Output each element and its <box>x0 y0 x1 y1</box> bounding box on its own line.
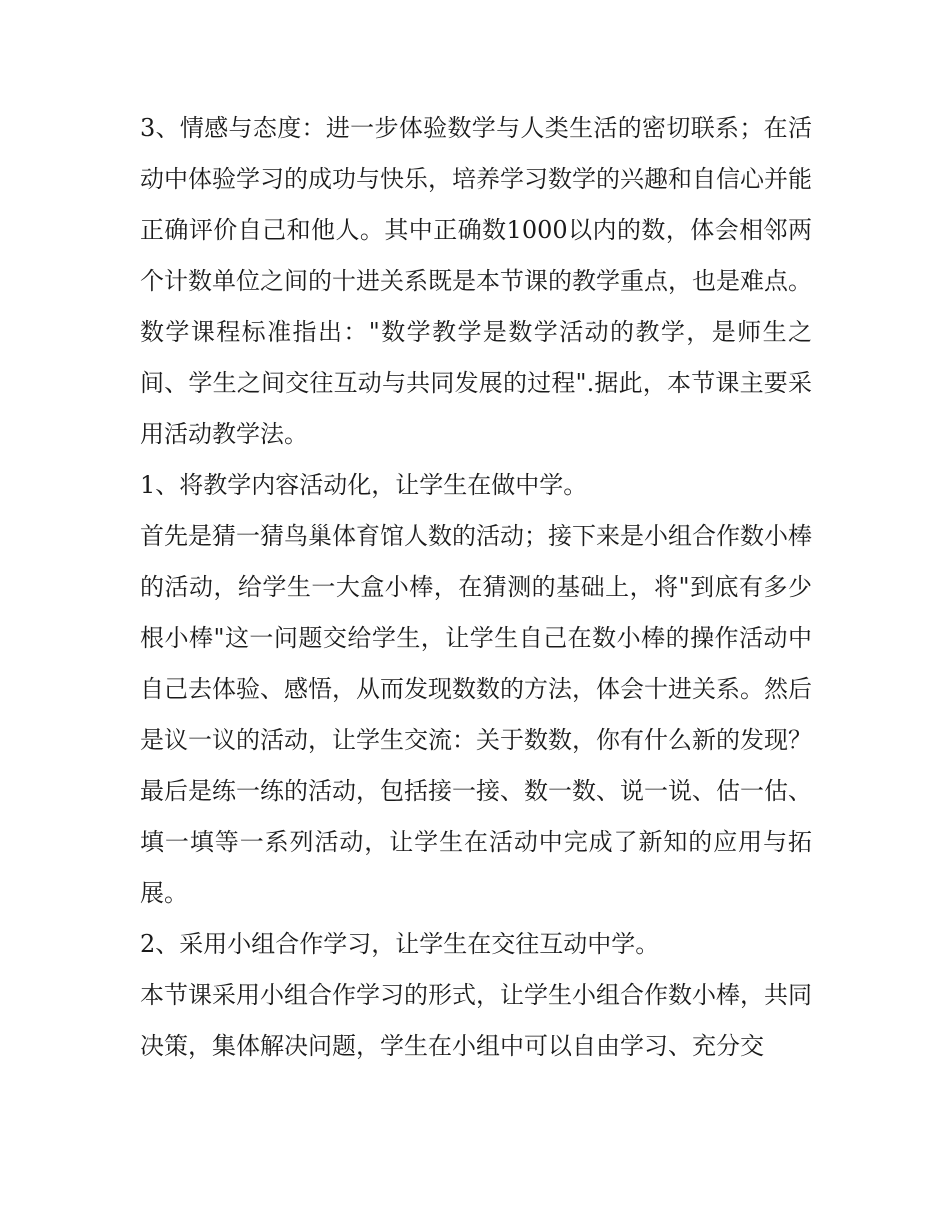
paragraph-affect-attitude: 3、情感与态度：进一步体验数学与人类生活的密切联系；在活动中体验学习的成功与快乐，培养学习数学的兴趣和自信心并能正确评价自己和他人。其中正确数1000以内的数，体会相邻两个计数单位之间的十进关系既是本节课的教学重点，也是难点。 <box>140 114 812 295</box>
paragraph-heading-group-work: 2、采用小组合作学习，让学生在交往互动中学。 <box>140 930 660 958</box>
paragraph-curriculum-standard: 数学课程标准指出："数学教学是数学活动的教学，是师生之间、学生之间交往互动与共同发展的过程".据此，本节课主要采用活动教学法。 <box>140 318 812 448</box>
paragraph-group-work-details: 本节课采用小组合作学习的形式，让学生小组合作数小棒，共同决策，集体解决问题，学生在小组中可以自由学习、充分交 <box>140 981 812 1060</box>
paragraph-heading-activity: 1、将教学内容活动化，让学生在做中学。 <box>140 471 588 499</box>
paragraph-activity-details: 首先是猜一猜鸟巢体育馆人数的活动；接下来是小组合作数小棒的活动，给学生一大盒小棒，在猜测的基础上，将"到底有多少根小棒"这一问题交给学生，让学生自己在数小棒的操作活动中自己去体验、感悟，从而发现数数的方法，体会十进关系。然后是议一议的活动，让学生交流：关于数数，你有什么新的发现？最后是练一练的活动，包括接一接、数一数、说一说、估一估、填一填等一系列活动，让学生在活动中完成了新知的应用与拓展。 <box>140 522 812 907</box>
document-body <box>140 103 812 1072</box>
